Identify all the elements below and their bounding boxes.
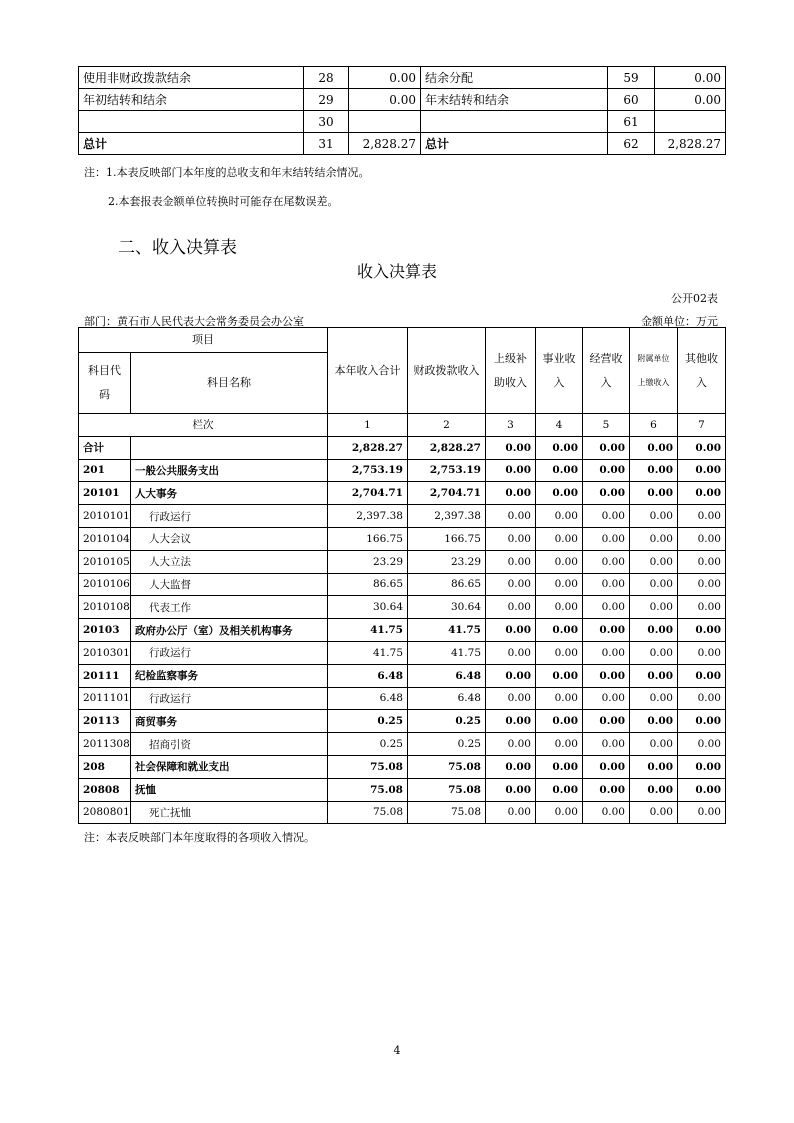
amount-cell: 0.00 — [583, 710, 630, 733]
subject-name: 行政运行 — [131, 505, 328, 528]
subject-code: 2010108 — [79, 596, 131, 619]
amount-cell: 0.00 — [630, 733, 678, 756]
left-line-number: 29 — [304, 89, 349, 111]
amount-cell: 0.00 — [630, 573, 678, 596]
amount-cell: 41.75 — [328, 619, 408, 642]
amount-cell: 30.64 — [408, 596, 486, 619]
summary-row — [79, 89, 726, 111]
amount-cell: 0.00 — [486, 801, 536, 824]
amount-cell: 0.00 — [678, 596, 726, 619]
section-heading: 二、收入决算表 — [118, 238, 237, 258]
left-amount: 0.00 — [349, 89, 421, 111]
subject-code: 2010105 — [79, 550, 131, 573]
column-number: 1 — [328, 414, 408, 437]
amount-cell: 0.00 — [486, 733, 536, 756]
amount-cell: 0.00 — [678, 733, 726, 756]
left-line-number: 28 — [304, 67, 349, 89]
right-amount — [655, 111, 726, 133]
right-line-number: 61 — [608, 111, 655, 133]
amount-cell: 75.08 — [328, 755, 408, 778]
subject-code: 2010104 — [79, 527, 131, 550]
table-row — [79, 801, 726, 824]
amount-cell: 0.00 — [678, 641, 726, 664]
income-table — [78, 327, 726, 824]
table-row — [79, 755, 726, 778]
amount-cell: 0.00 — [536, 505, 583, 528]
right-amount: 0.00 — [655, 89, 726, 111]
header-affiliated: 附属单位上缴收入 — [630, 328, 678, 414]
amount-cell: 2,753.19 — [328, 459, 408, 482]
amount-cell: 0.00 — [630, 755, 678, 778]
amount-cell: 0.00 — [536, 801, 583, 824]
right-line-number: 62 — [608, 133, 655, 155]
amount-cell: 0.00 — [486, 596, 536, 619]
header-code: 科目代码 — [79, 353, 131, 414]
footer-note: 注：本表反映部门本年度取得的各项收入情况。 — [84, 831, 315, 844]
amount-cell: 0.00 — [630, 596, 678, 619]
table-row — [79, 459, 726, 482]
header-fiscal: 财政拨款收入 — [408, 328, 486, 414]
amount-cell: 2,397.38 — [328, 505, 408, 528]
amount-cell: 0.00 — [678, 619, 726, 642]
amount-cell: 0.00 — [583, 641, 630, 664]
amount-cell: 0.00 — [486, 619, 536, 642]
subject-name: 人大监督 — [131, 573, 328, 596]
amount-cell: 23.29 — [328, 550, 408, 573]
amount-cell: 0.00 — [678, 527, 726, 550]
department-label: 部门：黄石市人民代表大会常务委员会办公室 — [84, 315, 304, 328]
subject-name: 商贸事务 — [131, 710, 328, 733]
amount-cell: 0.00 — [536, 710, 583, 733]
note-2: 2.本套报表金额单位转换时可能存在尾数误差。 — [108, 195, 339, 208]
amount-cell: 0.00 — [486, 664, 536, 687]
amount-cell: 0.00 — [486, 482, 536, 505]
amount-cell: 86.65 — [328, 573, 408, 596]
left-item-label: 使用非财政拨款结余 — [79, 67, 304, 89]
amount-cell: 0.00 — [536, 778, 583, 801]
column-number-row — [79, 414, 726, 437]
amount-cell: 0.00 — [630, 801, 678, 824]
left-amount — [349, 111, 421, 133]
amount-cell: 75.08 — [408, 755, 486, 778]
header-other: 其他收入 — [678, 328, 726, 414]
amount-cell: 0.00 — [486, 459, 536, 482]
amount-cell: 0.00 — [630, 505, 678, 528]
amount-cell: 0.00 — [678, 573, 726, 596]
amount-cell: 0.00 — [536, 459, 583, 482]
header-name: 科目名称 — [131, 353, 328, 414]
amount-cell: 0.00 — [486, 505, 536, 528]
table-row — [79, 778, 726, 801]
amount-cell: 0.00 — [536, 641, 583, 664]
subject-name — [131, 436, 328, 459]
subject-code: 2011308 — [79, 733, 131, 756]
table-row — [79, 664, 726, 687]
amount-cell: 2,704.71 — [328, 482, 408, 505]
right-amount: 2,828.27 — [655, 133, 726, 155]
amount-cell: 0.00 — [630, 436, 678, 459]
table-row — [79, 641, 726, 664]
column-number: 7 — [678, 414, 726, 437]
left-item-label: 年初结转和结余 — [79, 89, 304, 111]
amount-cell: 75.08 — [408, 778, 486, 801]
column-number: 2 — [408, 414, 486, 437]
table-row — [79, 710, 726, 733]
amount-cell: 0.00 — [583, 619, 630, 642]
table-row — [79, 550, 726, 573]
amount-cell: 166.75 — [408, 527, 486, 550]
table-row — [79, 573, 726, 596]
subject-name: 人大事务 — [131, 482, 328, 505]
amount-cell: 2,828.27 — [328, 436, 408, 459]
right-item-label: 总计 — [421, 133, 608, 155]
subject-code: 2080801 — [79, 801, 131, 824]
left-item-label: 总计 — [79, 133, 304, 155]
amount-cell: 0.00 — [678, 778, 726, 801]
amount-cell: 0.00 — [630, 778, 678, 801]
amount-cell: 0.00 — [678, 801, 726, 824]
table-title: 收入决算表 — [356, 262, 437, 281]
amount-cell: 0.00 — [583, 778, 630, 801]
table-code: 公开02表 — [671, 292, 718, 305]
amount-cell: 75.08 — [328, 778, 408, 801]
amount-cell: 0.00 — [583, 505, 630, 528]
amount-cell: 0.25 — [408, 710, 486, 733]
amount-cell: 0.00 — [536, 436, 583, 459]
column-number: 6 — [630, 414, 678, 437]
amount-cell: 0.00 — [536, 755, 583, 778]
left-item-label — [79, 111, 304, 133]
amount-cell: 86.65 — [408, 573, 486, 596]
amount-cell: 0.00 — [486, 527, 536, 550]
summary-row — [79, 133, 726, 155]
amount-cell: 0.00 — [630, 664, 678, 687]
subject-code: 201 — [79, 459, 131, 482]
subject-name: 人大会议 — [131, 527, 328, 550]
amount-cell: 75.08 — [408, 801, 486, 824]
summary-row — [79, 111, 726, 133]
subject-code: 2010301 — [79, 641, 131, 664]
amount-cell: 0.00 — [678, 459, 726, 482]
amount-cell: 0.00 — [486, 550, 536, 573]
header-career: 事业收入 — [536, 328, 583, 414]
amount-cell: 166.75 — [328, 527, 408, 550]
header-project: 项目 — [79, 328, 328, 353]
amount-cell: 0.00 — [583, 527, 630, 550]
left-amount: 2,828.27 — [349, 133, 421, 155]
amount-cell: 0.00 — [583, 687, 630, 710]
amount-cell: 2,704.71 — [408, 482, 486, 505]
amount-cell: 0.00 — [678, 436, 726, 459]
subject-code: 2011101 — [79, 687, 131, 710]
amount-cell: 41.75 — [328, 641, 408, 664]
right-item-label: 年末结转和结余 — [421, 89, 608, 111]
note-1: 注：1.本表反映部门本年度的总收支和年末结转结余情况。 — [84, 166, 370, 179]
header-total: 本年收入合计 — [328, 328, 408, 414]
column-label: 栏次 — [79, 414, 328, 437]
amount-cell: 0.00 — [486, 687, 536, 710]
subject-code: 20101 — [79, 482, 131, 505]
left-line-number: 31 — [304, 133, 349, 155]
page-number: 4 — [393, 1044, 401, 1057]
amount-cell: 6.48 — [328, 664, 408, 687]
amount-cell: 0.00 — [630, 641, 678, 664]
right-item-label: 结余分配 — [421, 67, 608, 89]
table-row — [79, 482, 726, 505]
amount-cell: 0.00 — [678, 710, 726, 733]
amount-cell: 0.00 — [678, 755, 726, 778]
subject-code: 合计 — [79, 436, 131, 459]
amount-cell: 0.00 — [536, 619, 583, 642]
amount-cell: 0.00 — [536, 687, 583, 710]
subject-code: 208 — [79, 755, 131, 778]
table-row — [79, 619, 726, 642]
amount-cell: 2,828.27 — [408, 436, 486, 459]
amount-cell: 0.00 — [536, 550, 583, 573]
subject-name: 纪检监察事务 — [131, 664, 328, 687]
amount-cell: 0.00 — [536, 573, 583, 596]
amount-cell: 6.48 — [408, 664, 486, 687]
amount-cell: 41.75 — [408, 619, 486, 642]
amount-cell: 0.00 — [486, 573, 536, 596]
subject-name: 社会保障和就业支出 — [131, 755, 328, 778]
amount-cell: 0.00 — [536, 482, 583, 505]
column-number: 5 — [583, 414, 630, 437]
amount-cell: 0.25 — [328, 733, 408, 756]
table-row — [79, 733, 726, 756]
table-row — [79, 527, 726, 550]
subject-code: 2010106 — [79, 573, 131, 596]
amount-cell: 0.00 — [678, 550, 726, 573]
subject-code: 20103 — [79, 619, 131, 642]
amount-cell: 0.00 — [678, 505, 726, 528]
table-row — [79, 505, 726, 528]
amount-cell: 0.00 — [583, 459, 630, 482]
header-business: 经营收入 — [583, 328, 630, 414]
subject-code: 20113 — [79, 710, 131, 733]
amount-cell: 41.75 — [408, 641, 486, 664]
subject-code: 20808 — [79, 778, 131, 801]
income-table-body — [79, 436, 726, 824]
subject-name: 代表工作 — [131, 596, 328, 619]
amount-cell: 0.00 — [630, 619, 678, 642]
subject-name: 行政运行 — [131, 687, 328, 710]
subject-name: 政府办公厅（室）及相关机构事务 — [131, 619, 328, 642]
right-line-number: 59 — [608, 67, 655, 89]
amount-cell: 30.64 — [328, 596, 408, 619]
amount-cell: 0.00 — [486, 710, 536, 733]
amount-cell: 0.00 — [536, 733, 583, 756]
amount-cell: 0.00 — [583, 801, 630, 824]
right-line-number: 60 — [608, 89, 655, 111]
amount-cell: 0.00 — [630, 482, 678, 505]
left-amount: 0.00 — [349, 67, 421, 89]
summary-table-continuation — [78, 66, 726, 155]
amount-cell: 0.00 — [678, 664, 726, 687]
subject-name: 死亡抚恤 — [131, 801, 328, 824]
header-row-1 — [79, 328, 726, 353]
amount-cell: 0.00 — [630, 550, 678, 573]
amount-cell: 23.29 — [408, 550, 486, 573]
amount-cell: 0.00 — [583, 596, 630, 619]
amount-cell: 2,397.38 — [408, 505, 486, 528]
amount-cell: 0.00 — [583, 436, 630, 459]
amount-cell: 0.00 — [630, 459, 678, 482]
amount-cell: 0.00 — [536, 664, 583, 687]
amount-cell: 0.00 — [678, 687, 726, 710]
unit-label: 金额单位：万元 — [641, 315, 718, 328]
amount-cell: 0.25 — [328, 710, 408, 733]
column-number: 3 — [486, 414, 536, 437]
amount-cell: 0.00 — [486, 755, 536, 778]
summary-table-body — [79, 67, 726, 155]
subject-name: 人大立法 — [131, 550, 328, 573]
table-row — [79, 596, 726, 619]
amount-cell: 0.00 — [583, 733, 630, 756]
amount-cell: 0.00 — [486, 641, 536, 664]
amount-cell: 0.00 — [536, 527, 583, 550]
amount-cell: 0.00 — [583, 550, 630, 573]
table-row — [79, 436, 726, 459]
amount-cell: 0.00 — [678, 482, 726, 505]
amount-cell: 0.00 — [583, 755, 630, 778]
right-item-label — [421, 111, 608, 133]
subject-name: 一般公共服务支出 — [131, 459, 328, 482]
amount-cell: 0.00 — [486, 436, 536, 459]
table-row — [79, 687, 726, 710]
amount-cell: 0.25 — [408, 733, 486, 756]
amount-cell: 0.00 — [486, 778, 536, 801]
summary-row — [79, 67, 726, 89]
amount-cell: 6.48 — [408, 687, 486, 710]
amount-cell: 0.00 — [583, 573, 630, 596]
amount-cell: 0.00 — [583, 664, 630, 687]
amount-cell: 0.00 — [630, 527, 678, 550]
amount-cell: 0.00 — [630, 710, 678, 733]
subject-name: 招商引资 — [131, 733, 328, 756]
amount-cell: 2,753.19 — [408, 459, 486, 482]
column-number: 4 — [536, 414, 583, 437]
left-line-number: 30 — [304, 111, 349, 133]
amount-cell: 0.00 — [536, 596, 583, 619]
amount-cell: 0.00 — [583, 482, 630, 505]
subject-code: 2010101 — [79, 505, 131, 528]
subject-code: 20111 — [79, 664, 131, 687]
header-superior: 上级补助收入 — [486, 328, 536, 414]
subject-name: 行政运行 — [131, 641, 328, 664]
amount-cell: 0.00 — [630, 687, 678, 710]
subject-name: 抚恤 — [131, 778, 328, 801]
right-amount: 0.00 — [655, 67, 726, 89]
amount-cell: 75.08 — [328, 801, 408, 824]
amount-cell: 6.48 — [328, 687, 408, 710]
